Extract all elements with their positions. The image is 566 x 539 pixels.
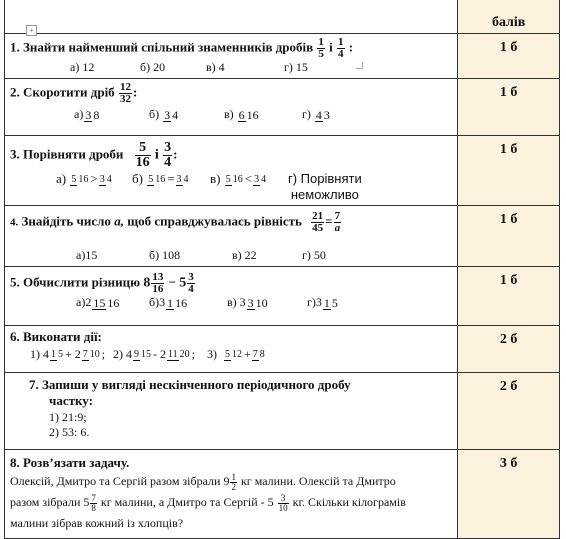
question-row-1 — [5, 34, 560, 79]
test-table — [4, 0, 560, 539]
question-2: 2. Скоротити дріб $\frac{12}{32}$ : а) 3 8 б) 3 4 в) 6 16 г) 4 3 — [5, 79, 458, 136]
question-1: 1. Знайти найменший спільний знаменників дробів $\frac{1}{5}$ і $\frac{1}{4}$ : а) 12 б) 20 в) 4 г) 15 — [5, 34, 458, 79]
q3-option-b: б) 5 16 = 3 4 — [132, 171, 189, 186]
question-row-3 — [5, 136, 560, 206]
q6-text: 6. Виконати дії: — [10, 329, 102, 345]
q3-fraction-1: $\frac{5}{16}$ — [135, 140, 150, 170]
question-4: 4. Знайдіть число а, щоб справджувалась рівність $\frac{21}{45}$ = $\frac{7}{a}$ а)15 б) 108 в) 22 г) 50 — [5, 206, 458, 267]
q5-fraction-2: $\frac{3}{4}$ — [188, 271, 194, 296]
q7-text: 7. Запиши у вигляді нескінченного періодичного дробу — [29, 377, 351, 393]
q3-option-a: а) 5 16 > 3 4 — [56, 171, 112, 186]
question-8 — [5, 450, 458, 539]
text-boundary-marker — [356, 62, 363, 69]
q1-text: 1. Знайти найменший спільний знаменників дробів — [10, 39, 314, 55]
q4-option-c: в) 22 — [232, 248, 257, 263]
q5-option-c: в) 3 3 10 — [227, 295, 268, 310]
q2-fraction: $\frac{12}{32}$ — [119, 81, 131, 105]
question-row-5 — [5, 267, 560, 326]
question-7 — [5, 373, 458, 450]
q1-fraction-2: $\frac{1}{4}$ — [338, 36, 344, 60]
q5-score: 1 б — [458, 267, 560, 326]
q1-score: 1 б — [458, 34, 560, 79]
q1-fraction-1: $\frac{1}{5}$ — [318, 36, 324, 60]
question-row-7 — [5, 373, 560, 450]
q3-option-d: г) Порівняти неможливо — [288, 171, 362, 202]
q5-option-d: г)3 1 5 — [307, 295, 338, 310]
q8-title: 8. Розв’язати задачу. — [10, 455, 130, 471]
q6-expression-3: 3) 5 12 + 7 8 — [207, 347, 265, 362]
q4-score: 1 б — [458, 206, 560, 267]
q6-expression-2: 2) 4 9 15 - 2 11 20 ; — [113, 347, 195, 362]
q5-option-b: б)3 1 16 — [149, 295, 188, 310]
q2-option-d: г) 4 3 — [302, 107, 330, 122]
header-cell-task — [5, 0, 458, 34]
q6-expression-1: 1) 4 1 5 + 2 7 10 ; — [30, 347, 106, 362]
q3-score: 1 б — [458, 136, 560, 206]
question-6 — [5, 326, 458, 373]
q7-item-2: 2) 53: 6. — [49, 425, 90, 440]
q1-option-b: б) 20 — [140, 60, 166, 74]
q7-score: 2 б — [458, 373, 560, 450]
question-5: 5. Обчислити різницю 8 $\frac{13}{16}$ − 5 $\frac{3}{4}$ а)2 15 16 б)3 1 16 в) 3 3 10 г)3 1 5 — [5, 267, 458, 326]
q1-option-a: а) 12 — [70, 60, 95, 74]
table-move-handle-icon[interactable]: + — [26, 25, 37, 36]
header-cell-points: балів — [458, 0, 560, 34]
q8-score: 3 б — [458, 450, 560, 539]
q3-fraction-2: $\frac{3}{4}$ — [164, 140, 172, 170]
q7-item-1: 1) 21:9; — [49, 409, 87, 424]
q2-option-a: а) 3 8 — [74, 107, 100, 122]
question-3: 3. Порівняти дроби $\frac{5}{16}$ і $\frac{3}{4}$ : а) 5 16 > 3 4 б) 5 16 = 3 4 в) 5 16 < 3 4 г) Порівняти неможливо — [5, 136, 458, 206]
q8-problem-text: Олексій, Дмитро та Сергій разом зібрали 9 $\frac{1}{2}$ кг малини. Олексій та Дмитро разом зібрали 5 $\frac{7}{8}$ кг малини, а Дмитро та Сергій - 5 $\frac{3}{10}$ кг. Скільки кілограмів малини зібрав кожний із хлопців? — [10, 471, 406, 531]
q2-score: 1 б — [458, 79, 560, 136]
question-row-2 — [5, 79, 560, 136]
q6-score: 2 б — [458, 326, 560, 373]
q5-fraction-1: $\frac{13}{16}$ — [152, 271, 164, 296]
q1-option-c: в) 4 — [206, 60, 225, 74]
question-row-4 — [5, 206, 560, 267]
question-row-8 — [5, 450, 560, 539]
q2-option-c: в) 6 16 — [224, 107, 259, 122]
q2-option-b: б) 3 4 — [149, 107, 179, 122]
q4-option-d: г) 50 — [302, 248, 326, 263]
q5-option-a: а)2 15 16 — [76, 295, 120, 310]
q1-option-d: г) 15 — [284, 60, 308, 74]
q4-fraction-left: $\frac{21}{45}$ — [312, 210, 324, 235]
header-row — [5, 0, 560, 34]
q4-option-b: б) 108 — [149, 248, 181, 263]
question-row-6 — [5, 326, 560, 373]
q4-fraction-right: $\frac{7}{a}$ — [334, 210, 341, 235]
q7-text-2: частку: — [49, 393, 93, 409]
q3-option-c: в) 5 16 < 3 4 — [210, 171, 267, 186]
q4-option-a: а)15 — [76, 248, 98, 263]
